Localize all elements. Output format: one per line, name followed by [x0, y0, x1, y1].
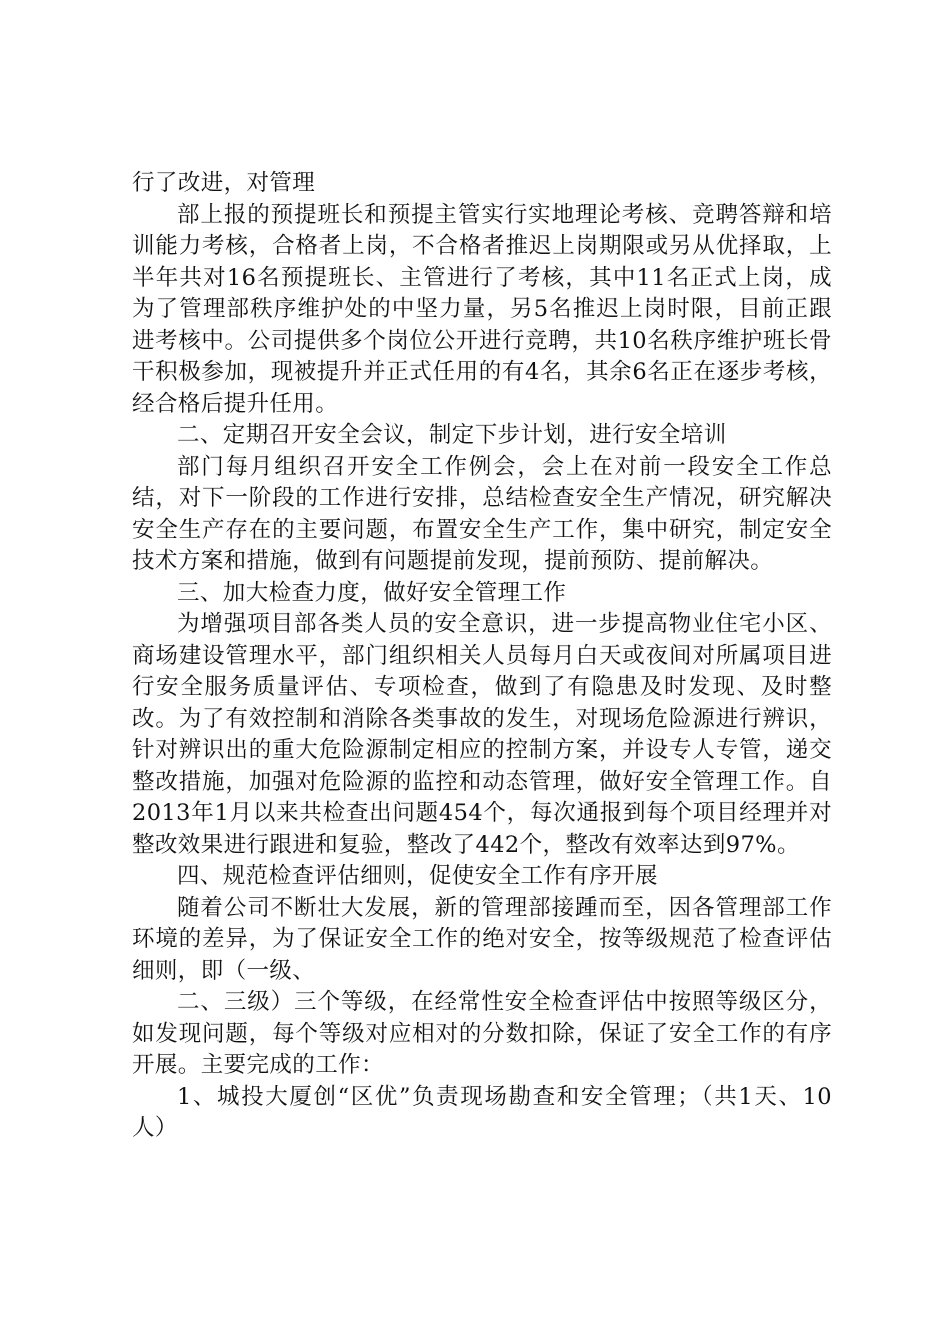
- document-page: [132, 168, 832, 1145]
- paragraph-grade-levels: 二、三级）三个等级，在经常性安全检查评估中按照等级区分，如发现问题，每个等级对应相对的分数扣除，保证了安全工作的有序开展。主要完成的工作：: [132, 989, 832, 1078]
- paragraph-evaluation-rules: 随着公司不断壮大发展，新的管理部接踵而至，因各管理部工作环境的差异，为了保证安全工作的绝对安全，按等级规范了检查评估细则，即（一级、: [132, 894, 832, 984]
- section-heading-2: 二、定期召开安全会议，制定下步计划，进行安全培训: [177, 422, 727, 448]
- paragraph-inspections: 为增强项目部各类人员的安全意识，进一步提高物业住宅小区、商场建设管理水平，部门组织相关人员每月白天或夜间对所属项目进行安全服务质量评估、专项检查，做到了有隐患及时发现、及时整改。为了有效控制和消除各类事故的发生，对现场危险源进行辨识，针对辨识出的重大危险源制定相应的控制方案，并设专人专管，递交整改措施，加强对危险源的监控和动态管理，做好安全管理工作。自2013年1月以来共检查出问题454个，每次通报到每个项目经理并对整改效果进行跟进和复验，整改了442个，整改有效率达到97%。: [132, 611, 832, 858]
- section-heading-3: 三、加大检查力度，做好安全管理工作: [177, 579, 567, 606]
- paragraph-promotion-assessment: 部上报的预提班长和预提主管实行实地理论考核、竞聘答辩和培训能力考核，合格者上岗，不合格者推迟上岗期限或另从优择取，上半年共对16名预提班长、主管进行了考核，其中11名正式上岗，成为了管理部秩序维护处的中坚力量，另5名推迟上岗时限，目前正跟进考核中。公司提供多个岗位公开进行竞聘，共10名秩序维护班长骨干积极参加，现被提升并正式任用的有4名，其余6名正在逐步考核，经合格后提升任用。: [132, 201, 832, 417]
- section-heading-4: 四、规范检查评估细则，促使安全工作有序开展: [177, 863, 658, 889]
- paragraph-safety-meetings: 部门每月组织召开安全工作例会，会上在对前一段安全工作总结，对下一阶段的工作进行安排，总结检查安全生产情况，研究解决安全生产存在的主要问题，布置安全生产工作，集中研究，制定安全技术方案和措施，做到有问题提前发现，提前预防、提前解决。: [132, 453, 832, 574]
- list-item-work-1: 1、城投大厦创“区优”负责现场勘查和安全管理；（共1天、10人）: [132, 1083, 832, 1141]
- paragraph-continuation: 行了改进，对管理: [132, 170, 316, 196]
